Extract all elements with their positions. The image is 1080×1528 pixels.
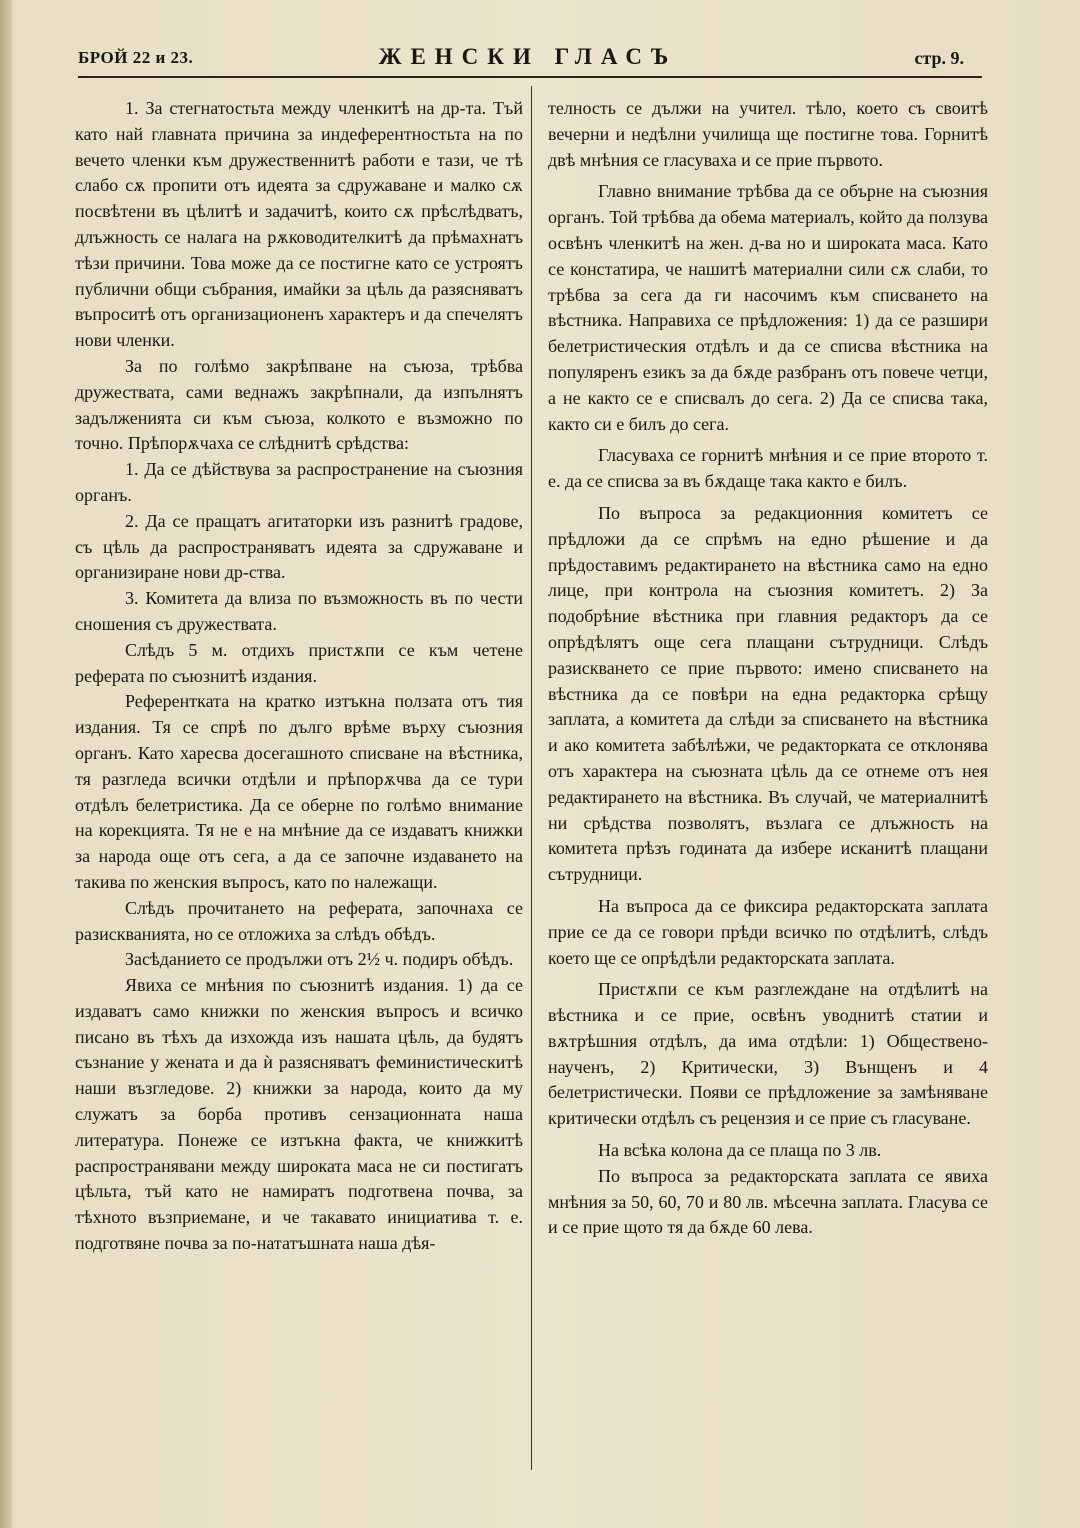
newspaper-title: ЖЕНСКИ ГЛАСЪ: [378, 44, 678, 69]
page-header: [78, 44, 978, 74]
paragraph: Слѣдъ 5 м. отдихъ пристѫпи се към четене реферата по съюзнитѣ издания.: [75, 639, 523, 686]
right-column: [548, 96, 988, 1241]
paragraph: За по голѣмо закрѣпване на съюза, трѣбва дружествата, сами веднажъ закрѣпнали, да изпълнятъ задълженията си към съюза, колкото е възможно по точно. Прѣпорѫчаха се слѣднитѣ срѣдства:: [75, 355, 523, 454]
left-column: [75, 96, 523, 1257]
paragraph: На въпроса да се фиксира редакторската заплата прие се да се говори прѣди всичко по отдѣлитѣ, слѣдъ което ще се опрѣдѣли редакторската заплата.: [548, 895, 988, 968]
paragraph: 3. Комитета да влиза по възможность въ по чести сношения съ дружествата.: [75, 588, 523, 634]
paragraph: Засѣданието се продължи отъ 2½ ч. подиръ обѣдъ.: [125, 949, 514, 970]
paragraph: Слѣдъ прочитането на реферата, започнаха се разискванията, но се отложиха за слѣдъ обѣдъ.: [75, 897, 523, 944]
header-rule: [78, 76, 982, 78]
paragraph: Гласуваха се горнитѣ мнѣния и се прие второто т. е. да се списва за въ бѫдаще така както е билъ.: [548, 445, 988, 492]
paragraph: 1. Да се дѣйствува за распространение на съюзния органъ.: [75, 459, 523, 505]
issue-number: БРОЙ 22 и 23.: [78, 48, 194, 67]
paragraph: Пристѫпи се към разглеждане на отдѣлитѣ на вѣстника и се прие, освѣнъ уводнитѣ статии и вѫтрѣшния отдѣлъ, да има отдѣли: 1) Обществено-наученъ, 2) Критически, 3) Вънщенъ и 4 белетристически. Появи се прѣдложение за замѣняване критически отдѣлъ съ рецензия и се прие съ гласуване.: [548, 979, 988, 1129]
binding-edge: [0, 0, 12, 1528]
column-divider: [531, 86, 532, 1470]
paragraph: Главно внимание трѣбва да се обърне на съюзния органъ. Той трѣбва да обема материалъ, който да ползува освѣнъ членкитѣ на жен. д-ва но и широката маса. Като се констатира, че нашитѣ материални сили сѫ слаби, то трѣбва за сега да ги насочимъ към списването на вѣстника. Направиха се прѣдложения: 1) да се разшири белетристическия отдѣлъ и да се списва вѣстника на популяренъ езикъ за да бѫде разбранъ отъ повече четци, а не както се е списвалъ до сега. 2) Да се списва така, както си е билъ до сега.: [548, 181, 988, 434]
page-number: стр. 9.: [914, 48, 964, 68]
paragraph: По въпроса за редакционния комитетъ се прѣдложи да се спрѣмъ на едно рѣшение и да прѣдоставимъ редактирането на вѣстника само на едно лице, при контрола на съюзния комитетъ. 2) За подобрѣние вѣстника при главния редакторъ да се опрѣдѣлятъ още сега плащани сътрудници. Слѣдъ разискването се прие първото: имено списването на вѣстника да се повѣри на една редакторка срѣщу заплата, а комитета да слѣди за списването на вѣстника и ако комитета забѣлѣжи, че редакторката се отклонява отъ характера на съюзната цѣль да се отнеме отъ нея редактирането на вѣстника. Въ случай, че материалнитѣ ни срѣдства позволятъ, възлага се длъжность на комитета прѣзъ годината да избере исканитѣ плащани сътрудници.: [548, 502, 988, 885]
paragraph: Референтката на кратко изтъкна ползата отъ тия издания. Тя се спрѣ по дълго врѣме върху съюзния органъ. Като харесва досегашното списване на вѣстника, тя разгледа всички отдѣли и прѣпорѫчва да се тури отдѣлъ белетристика. Да се оберне по голѣмо внимание на корекцията. Тя не е на мнѣние да се издаватъ книжки за народа още отъ сега, а да се започне издаването на такива по женския въпросъ, като по належащи.: [75, 691, 523, 892]
paragraph: На всѣка колона да се плаща по 3 лв.: [598, 1140, 882, 1161]
paragraph: По въпроса за редакторската заплата се явиха мнѣния за 50, 60, 70 и 80 лв. мѣсечна заплата. Гласува се и се прие щото тя да бѫде 60 лева.: [548, 1165, 988, 1238]
paragraph: Явиха се мнѣния по съюзнитѣ издания. 1) да се издаватъ само книжки по женския въпросъ и всичко писано въ тѣхъ да изхожда изъ нашата цѣль, да будятъ съзнание у жената и да ѝ разясняватъ феминистическитѣ наши възгледове. 2) книжки за народа, които да му служатъ за борба противъ сензационната наша литература. Понеже се изтъкна факта, че книжкитѣ распространявани между широката маса не си постигатъ цѣльта, тъй като не намиратъ подготвена почва, за тѣхното възприемане, и че такавато инициатива т. е. подготвяне почва за по-нататъшната наша дѣя-: [75, 975, 523, 1254]
paragraph: телность се дължи на учител. тѣло, което съ своитѣ вечерни и недѣлни училища ще постигне това. Горнитѣ двѣ мнѣния се гласуваха и се прие първото.: [548, 98, 988, 170]
paragraph: 1. За стегнатостьта между членкитѣ на др-та. Тъй като най главната причина за индеферентностьта на по вечето членки към дружественнитѣ работи е тази, че тѣ слабо сѫ пропити отъ идеята за сдружаване и малко сѫ посвѣтени въ цѣлитѣ и задачитѣ, които сѫ прѣслѣдватъ, длъжность се налага на рѫководителкитѣ да прѣмахнатъ тѣзи причини. Това може да се постигне като се устроятъ публични общи събрания, имайки за цѣль да разясняватъ въпроситѣ отъ организационенъ характеръ и да спечелятъ нови членки.: [75, 98, 523, 351]
paragraph: 2. Да се пращатъ агитаторки изъ разнитѣ градове, съ цѣль да распространяватъ идеята за сдружаване и организиране нови др-ства.: [75, 510, 523, 583]
